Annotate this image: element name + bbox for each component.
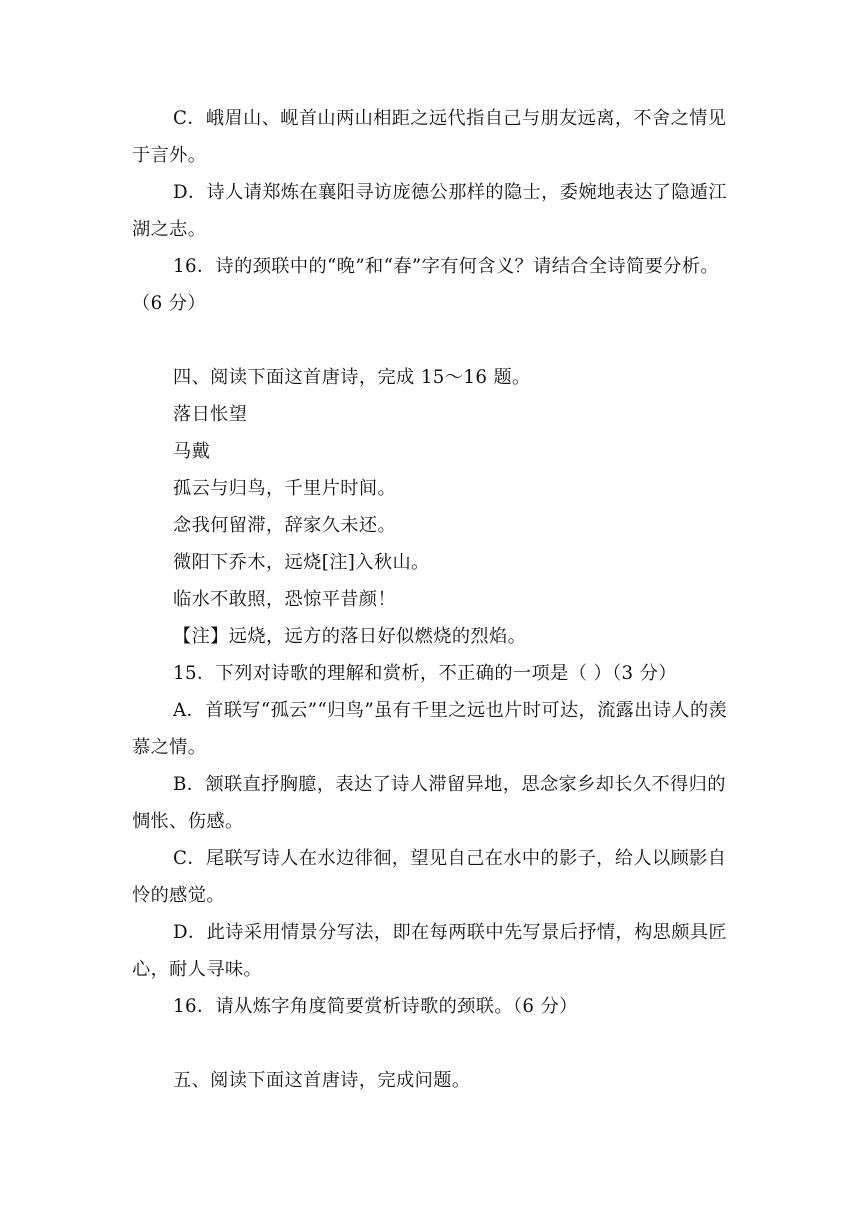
section-4-heading: 四、阅读下面这首唐诗，完成 15～16 题。 — [173, 367, 531, 388]
question-15-option-b: B．颔联直抒胸臆，表达了诗人滞留异地，思念家乡却长久不得归的惆怅、伤感。 — [132, 774, 726, 832]
question-15-option-a: A．首联写“孤云”“归鸟”虽有千里之远也片时可达，流露出诗人的羡慕之情。 — [132, 700, 728, 758]
poem-line-4: 临水不敢照，恐惊平昔颜！ — [173, 589, 397, 610]
question-16-previous: 16．诗的颈联中的“晚”和“春”字有何含义？请结合全诗简要分析。（6 分） — [132, 256, 720, 314]
poem-title: 落日怅望 — [173, 404, 248, 425]
question-15-option-c: C．尾联写诗人在水边徘徊，望见自己在水中的影子，给人以顾影自怜的感觉。 — [132, 848, 727, 906]
poem-line-1: 孤云与归鸟，千里片时间。 — [173, 478, 397, 499]
option-c-previous: C．峨眉山、岘首山两山相距之远代指自己与朋友远离，不舍之情见于言外。 — [132, 108, 727, 166]
question-16: 16．请从炼字角度简要赏析诗歌的颈联。（6 分） — [173, 996, 578, 1017]
question-15-option-d: D．此诗采用情景分写法，即在每两联中先写景后抒情，构思颇具匠心，耐人寻味。 — [132, 922, 728, 980]
poem-author: 马戴 — [173, 441, 211, 462]
annotation-note: 【注】远烧，远方的落日好似燃烧的烈焰。 — [173, 626, 527, 647]
option-d-previous: D．诗人请郑炼在襄阳寻访庞德公那样的隐士，委婉地表达了隐遁江湖之志。 — [132, 182, 728, 240]
poem-line-2: 念我何留滞，辞家久未还。 — [173, 515, 397, 536]
section-5-heading: 五、阅读下面这首唐诗，完成问题。 — [173, 1070, 471, 1091]
question-15: 15．下列对诗歌的理解和赏析，不正确的一项是（ ）（3 分） — [173, 663, 677, 684]
poem-line-3: 微阳下乔木，远烧[注]入秋山。 — [173, 552, 430, 573]
